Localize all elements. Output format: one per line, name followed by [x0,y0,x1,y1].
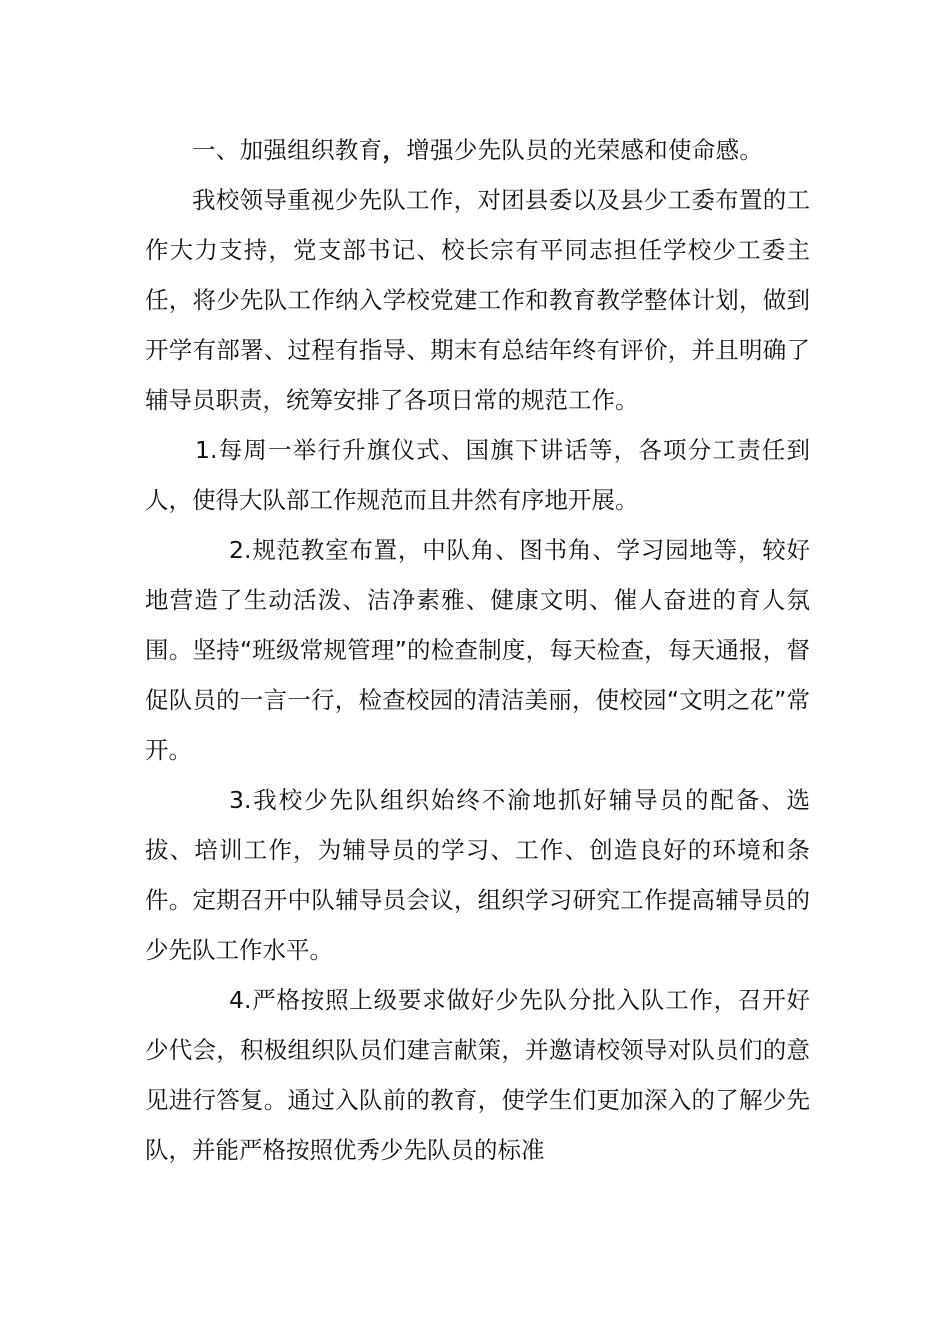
paragraph-item-3: 3.我校少先队组织始终不渝地抓好辅导员的配备、选拔、培训工作，为辅导员的学习、工作、创造良好的环境和条件。定期召开中队辅导员会议，组织学习研究工作提高辅导员的少先队工作水平。 [145,786,810,964]
paragraph-item-4: 4.严格按照上级要求做好少先队分批入队工作，召开好少代会，积极组织队员们建言献策，并邀请校领导对队员们的意见进行答复。通过入队前的教育，使学生们更加深入的了解少先队，并能严格按照优秀少先队员的标准 [145,986,810,1164]
paragraph-item-1: 1.每周一举行升旗仪式、国旗下讲话等，各项分工责任到人，使得大队部工作规范而且井然有序地开展。 [145,436,810,514]
document-body [145,125,810,1175]
section-heading-part2: 增强少先队员的光荣感和使命感。 [406,136,764,164]
section-heading [145,125,810,175]
section-heading-comma: ， [382,136,407,164]
section-heading-part1: 一、加强组织教育 [192,136,383,164]
paragraph-intro: 我校领导重视少先队工作，对团县委以及县少工委布置的工作大力支持，党支部书记、校长宗有平同志担任学校少工委主任，将少先队工作纳入学校党建工作和教育教学整体计划，做到开学有部署、过程有指导、期末有总结年终有评价，并且明确了辅导员职责，统筹安排了各项日常的规范工作。 [145,186,810,414]
paragraph-item-2: 2.规范教室布置，中队角、图书角、学习园地等，较好地营造了生动活泼、洁净素雅、健康文明、催人奋进的育人氛围。坚持“班级常规管理”的检查制度，每天检查，每天通报，督促队员的一言一行，检查校园的清洁美丽，使校园“文明之花”常开。 [145,536,810,764]
